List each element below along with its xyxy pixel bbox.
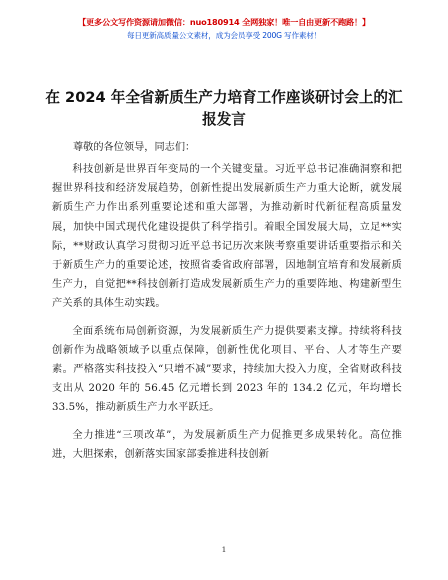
document-title: 在 2024 年全省新质生产力培育工作座谈研讨会上的汇报发言: [45, 89, 403, 128]
header-banner: [0, 16, 448, 42]
paragraph-2: 全面系统布局创新资源，为发展新质生产力提供要素支撑。持续将科技创新作为战略领域予以重点保障，创新性优化项目、平台、人才等生产要素。严格落实科技投入“只增不减”要求，持续加大投入力度，全省财政科技支出从 2020 年的 56.45 亿元增长到 2023 年的 134.2 亿元，年均增长 33.5%，推动新质生产力水平跃迁。: [52, 325, 402, 414]
document-body: [52, 138, 402, 472]
greeting: 尊敬的各位领导，同志们：: [73, 142, 196, 153]
banner-membership-line: 每日更新高质量公文素材，成为会员享受 200G 写作素材！: [126, 31, 322, 40]
page-number: 1: [221, 545, 227, 554]
paragraph-1: 科技创新是世界百年变局的一个关键变量。习近平总书记准确洞察和把握世界科技和经济发展趋势，创新性提出发展新质生产力重大论断，就发展新质生产力作出系列重要论述和重大部署，为推动新时代新征程高质量发展，加快中国式现代化建设提供了科学指引。着眼全国发展大局，立足**实际，**财政认真学习贯彻习近平总书记历次来陕考察重要讲话重要指示和关于新质生产力的重要论述，按照省委省政府部署，因地制宜培育和发展新质生产力，自觉把**科技创新打造成发展新质生产力的重要阵地、构建新型生产关系的具体生动实践。: [52, 164, 402, 310]
banner-promo-line: 【更多公文写作资源请加微信：nuo180914 全网独家！唯一自由更新不跑路！】: [78, 17, 370, 27]
paragraph-3: 全力推进“三项改革”，为发展新质生产力促推更多成果转化。高位推进，大胆探索，创新落实国家部委推进科技创新: [52, 429, 402, 460]
